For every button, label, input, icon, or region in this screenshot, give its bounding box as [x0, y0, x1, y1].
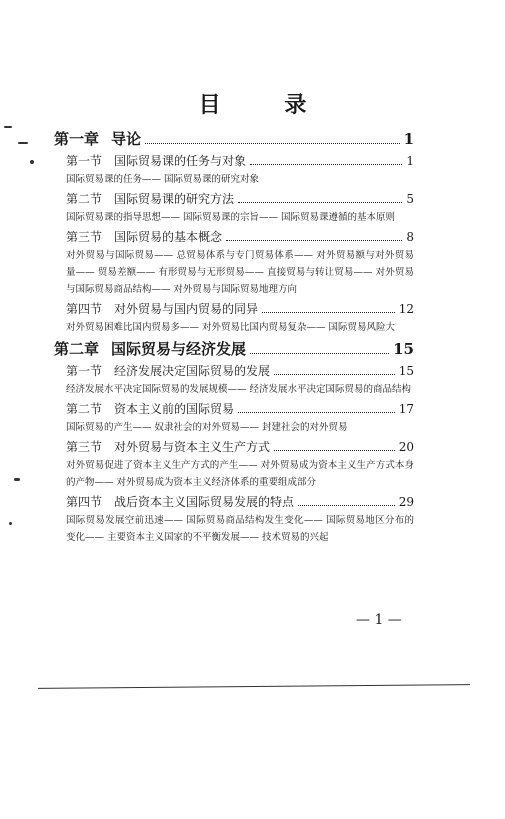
- section-label: 第二节: [66, 192, 103, 206]
- chapter-label: 第一章: [54, 130, 100, 148]
- dot-leader: [226, 240, 402, 241]
- section-label: 第三节: [66, 230, 103, 244]
- chapter-label: 第二章: [54, 340, 100, 358]
- section-page-number: 1: [406, 154, 414, 168]
- dot-leader: [238, 412, 395, 413]
- page-title: 目 录: [198, 92, 335, 118]
- chapter-title: 导论: [111, 130, 142, 148]
- section-topics: 国际贸易的产生—— 奴隶社会的对外贸易—— 封建社会的对外贸易: [66, 422, 348, 433]
- section-topics: 对外贸易与国际贸易—— 总贸易体系与专门贸易体系—— 对外贸易额与对外贸易量—— 贸易差额—— 有形贸易与无形贸易—— 直接贸易与转让贸易—— 对外贸易与国际贸易商品结构—— 对外贸易与国际贸易地理方向: [66, 250, 414, 295]
- section-topics: 国际贸易课的指导思想—— 国际贸易课的宗旨—— 国际贸易课遵循的基本原则: [66, 212, 396, 223]
- section-page-number: 17: [398, 402, 414, 416]
- section-topics: 国际贸易发展空前迅速—— 国际贸易商品结构发生变化—— 国际贸易地区分布的变化—— 主要资本主义国家的不平衡发展—— 技术贸易的兴起: [66, 515, 414, 543]
- section-topics: 对外贸易困难比国内贸易多—— 对外贸易比国内贸易复杂—— 国际贸易风险大: [66, 322, 396, 333]
- scan-smudge: [4, 126, 12, 128]
- section-title: 国际贸易课的任务与对象: [114, 154, 247, 168]
- section-page-number: 15: [398, 364, 414, 378]
- toc-chapter-2[interactable]: [54, 338, 414, 362]
- section-title: 资本主义前的国际贸易: [114, 402, 235, 416]
- section-page-number: 29: [398, 495, 414, 509]
- section-topics: 经济发展水平决定国际贸易的发展规模—— 经济发展水平决定国际贸易的商品结构: [66, 384, 412, 395]
- toc-section[interactable]: [54, 400, 414, 419]
- scan-smudge: [30, 160, 34, 164]
- toc-section[interactable]: [54, 493, 414, 512]
- toc-section[interactable]: [54, 362, 414, 381]
- section-title: 对外贸易与国内贸易的同异: [114, 302, 259, 316]
- section-label: 第四节: [66, 495, 103, 509]
- toc-section[interactable]: [54, 300, 414, 319]
- section-label: 第二节: [66, 402, 103, 416]
- toc-section[interactable]: [54, 152, 414, 171]
- dot-leader: [250, 353, 389, 354]
- chapter-page-number: 15: [393, 340, 414, 358]
- dot-leader: [250, 164, 402, 165]
- scan-smudge: [14, 478, 20, 481]
- section-page-number: 8: [406, 230, 414, 244]
- section-page-number: 5: [406, 192, 414, 206]
- section-label: 第一节: [66, 154, 103, 168]
- footer-page-number: — 1 —: [356, 612, 402, 628]
- dot-leader: [238, 202, 402, 203]
- toc-section[interactable]: [54, 190, 414, 209]
- toc-section[interactable]: [54, 438, 414, 457]
- dot-leader: [298, 505, 395, 506]
- section-topics: 对外贸易促进了资本主义生产方式的产生—— 对外贸易成为资本主义生产方式本身的产物—— 对外贸易成为资本主义经济体系的重要组成部分: [66, 460, 414, 488]
- section-title: 战后资本主义国际贸易发展的特点: [114, 495, 295, 509]
- chapter-page-number: 1: [403, 130, 414, 148]
- section-title: 经济发展决定国际贸易的发展: [114, 364, 271, 378]
- toc-section[interactable]: [54, 228, 414, 247]
- section-title: 国际贸易课的研究方法: [114, 192, 235, 206]
- section-label: 第一节: [66, 364, 103, 378]
- section-page-number: 12: [398, 302, 414, 316]
- section-page-number: 20: [398, 440, 414, 454]
- section-title: 国际贸易的基本概念: [114, 230, 223, 244]
- dot-leader: [262, 312, 395, 313]
- table-of-contents: [54, 128, 414, 548]
- scan-smudge: [18, 142, 28, 144]
- chapter-title: 国际贸易与经济发展: [111, 340, 247, 358]
- section-title: 对外贸易与资本主义生产方式: [114, 440, 271, 454]
- dot-leader: [145, 143, 400, 144]
- footer-rule: [38, 684, 470, 689]
- dot-leader: [274, 374, 395, 375]
- section-topics: 国际贸易课的任务—— 国际贸易课的研究对象: [66, 174, 260, 185]
- section-label: 第四节: [66, 302, 103, 316]
- dot-leader: [274, 450, 395, 451]
- section-label: 第三节: [66, 440, 103, 454]
- toc-chapter-1[interactable]: [54, 128, 414, 152]
- scan-smudge: [9, 522, 12, 525]
